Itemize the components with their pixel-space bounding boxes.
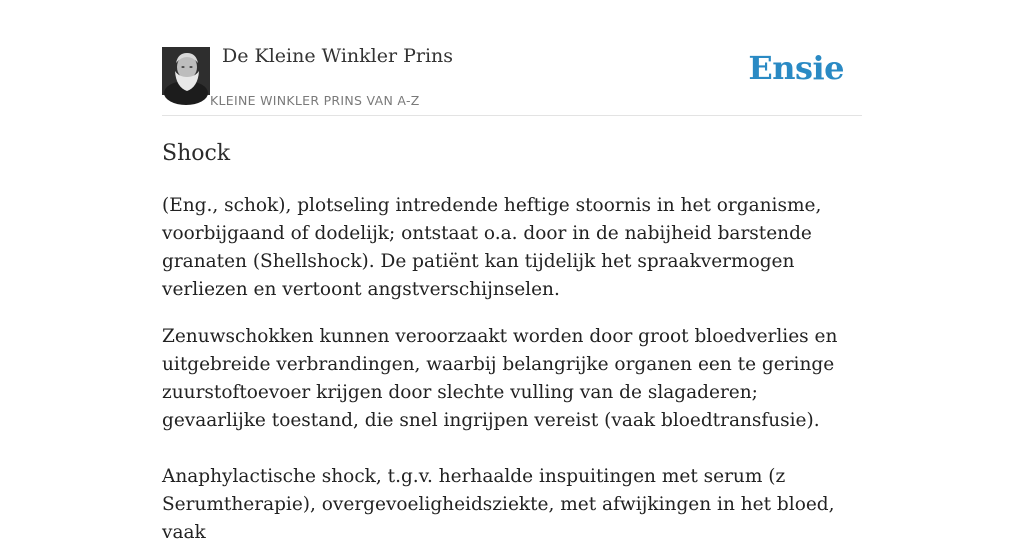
source-subtitle[interactable]: KLEINE WINKLER PRINS VAN A-Z — [210, 93, 420, 108]
brand-logo-link[interactable]: Ensie — [748, 49, 844, 87]
avatar[interactable] — [162, 47, 210, 95]
source-name[interactable]: De Kleine Winkler Prins — [222, 45, 454, 67]
avatar-portrait-icon — [162, 47, 210, 95]
article — [162, 138, 862, 547]
article-title: Shock — [162, 141, 231, 166]
article-paragraph: Anaphylactische shock, t.g.v. herhaalde inspuitingen met serum (z Serumtherapie), overgevoeligheidsziekte, met afwijkingen in het bloed, vaak — [162, 466, 835, 543]
article-paragraph: (Eng., schok), plotseling intredende heftige stoornis in het organisme, voorbijgaand of dodelijk; ontstaat o.a. door in de nabijheid barstende granaten (Shellshock). De patiënt kan tijdelijk het spraakvermogen verliezen en vertoont angstverschijnselen. — [162, 195, 822, 300]
article-paragraph: Zenuwschokken kunnen veroorzaakt worden door groot bloedverlies en uitgebreide verbrandingen, waarbij belangrijke organen een te geringe zuurstoftoevoer krijgen door slechte vulling van de slagaderen; gevaarlijke toestand, die snel ingrijpen vereist (vaak bloedtransfusie). — [162, 326, 838, 431]
header — [162, 0, 862, 116]
